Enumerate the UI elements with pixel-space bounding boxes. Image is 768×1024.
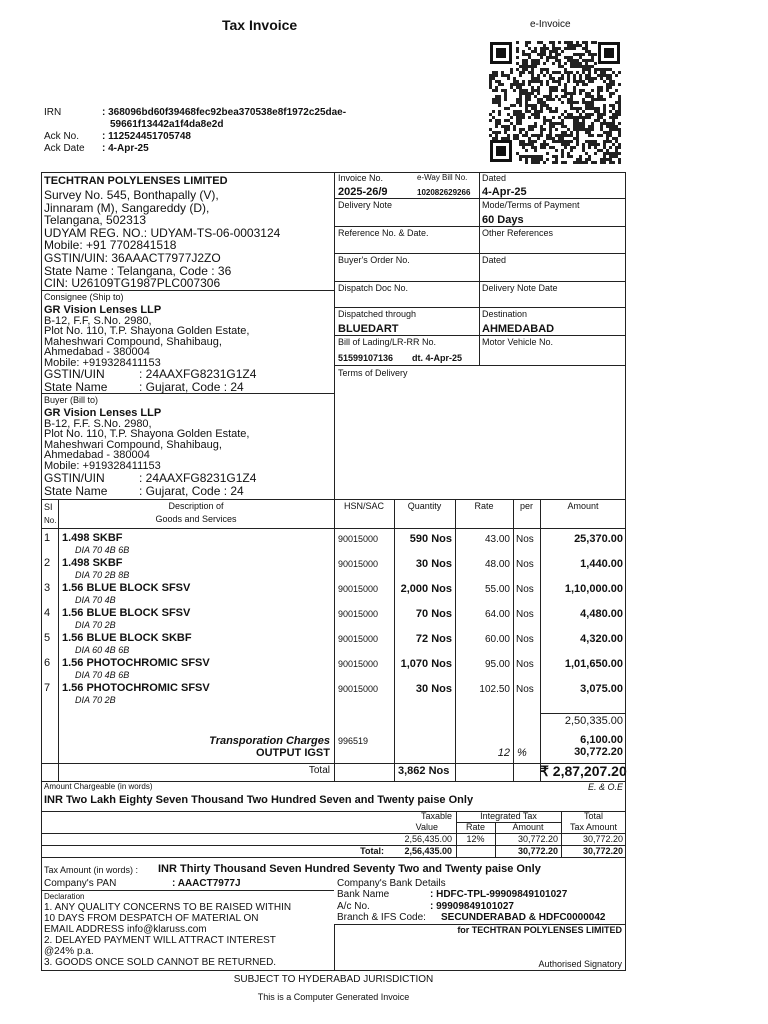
tax-col-rate: Rate [465,822,485,832]
invoice-no-value: 2025-26/9 [338,186,388,198]
col-qty: Quantity [407,501,442,511]
tax-total-total: 30,772.20 [582,846,623,856]
item-hsn: 90015000 [338,659,379,669]
eway-label: e-Way Bill No. [417,173,468,182]
col-hsn: HSN/SAC [343,501,384,511]
destination-label: Destination [482,309,528,319]
igst-per: % [517,747,527,759]
qr-code-icon [488,40,622,164]
total-label: Total [308,765,330,776]
jurisdiction: SUBJECT TO HYDERABAD JURISDICTION [233,974,434,985]
item-per: Nos [516,609,534,620]
tax-total-label: Total: [360,846,384,856]
item-rate: 95.00 [484,659,510,670]
eway-value: 102082629266 [417,188,471,197]
item-rate: 43.00 [484,534,510,545]
consignee-line: Ahmedabad - 380004 [44,346,150,359]
tax-row-amount: 30,772.20 [517,834,558,844]
buyer-label: Buyer (Bill to) [44,395,99,405]
mode-terms-value: 60 Days [482,214,524,226]
item-hsn: 90015000 [338,609,379,619]
other-ref-label: Other References [482,228,554,238]
irn-label: IRN [44,107,62,118]
consignee-state: : Gujarat, Code : 24 [139,380,244,394]
bill-of-lading-label: Bill of Lading/LR-RR No. [338,337,437,347]
buyer-line: Maheshwari Compound, Shahibaug, [44,438,222,451]
item-subtitle: DIA 60 4B 6B [75,645,130,655]
seller-line: Jinnaram (M), Sangareddy (D), [44,200,210,215]
item-amount: 3,075.00 [580,683,623,695]
buyer-line: Plot No. 110, T.P. Shayona Golden Estate, [44,428,250,441]
declaration-label: Declaration [44,892,85,901]
col-per: per [519,501,533,511]
item-per: Nos [516,534,534,545]
bank-title: Company's Bank Details [337,878,446,889]
dated2-label: Dated [482,255,507,265]
item-subtitle: DIA 70 4B 6B [75,545,130,555]
ack-no-label: Ack No. [44,131,80,142]
item-qty: 30 Nos [415,558,452,570]
item-subtitle: DIA 70 2B [75,620,116,630]
col-desc-2: Goods and Services [155,514,237,524]
item-subtitle: DIA 70 2B [75,695,116,705]
declaration-line: 3. GOODS ONCE SOLD CANNOT BE RETURNED. [44,957,277,968]
tax-row-taxable: 2,56,435.00 [404,834,452,844]
consignee-label: Consignee (Ship to) [44,292,124,302]
item-qty: 590 Nos [409,533,452,545]
item-per: Nos [516,684,534,695]
delivery-note-label: Delivery Note [338,200,393,210]
item-qty: 30 Nos [415,683,452,695]
amount-words: INR Two Lakh Eighty Seven Thousand Two Hundred Seven and Twenty paise Only [44,794,474,806]
consignee-line: Maheshwari Compound, Shahibaug, [44,335,222,348]
item-si: 2 [44,557,51,569]
item-per: Nos [516,634,534,645]
seller-address [44,189,280,290]
item-si: 6 [44,657,51,669]
bank-name-label: Bank Name [337,889,390,900]
item-qty: 72 Nos [415,633,452,645]
terms-delivery-label: Terms of Delivery [338,368,408,378]
irn-line2: 59661f13442a1f4da8e2d [110,119,224,130]
seller-line: CIN: U26109TG1987PLC007306 [44,276,221,291]
item-si: 3 [44,582,51,594]
declaration-line: @24% p.a. [44,946,94,957]
destination-value: AHMEDABAD [482,323,555,335]
consignee-line: Mobile: +919328411153 [44,356,161,369]
eoe-label: E. & O.E [587,782,623,792]
tax-col-taxable-1: Taxable [420,811,452,821]
tax-row-rate: 12% [466,834,485,844]
consignee-line: Plot No. 110, T.P. Shayona Golden Estate, [44,325,250,338]
seller-name: TECHTRAN POLYLENSES LIMITED [44,175,228,187]
igst-label: OUTPUT IGST [256,747,330,759]
dated-value: 4-Apr-25 [482,186,527,198]
bank-name: : HDFC-TPL-99909849101027 [430,889,568,900]
mode-terms-label: Mode/Terms of Payment [482,200,580,210]
igst-amount: 30,772.20 [574,746,623,758]
item-rate: 48.00 [484,559,510,570]
item-rate: 102.50 [479,684,510,695]
reference-label: Reference No. & Date. [338,228,429,238]
ack-no-value: : 112524451705748 [102,131,191,142]
item-amount: 4,320.00 [580,633,623,645]
item-subtitle: DIA 70 4B [75,595,116,605]
buyer-gstin: : 24AAXFG8231G1Z4 [139,471,257,485]
item-rate: 64.00 [484,609,510,620]
seller-line: UDYAM REG. NO.: UDYAM-TS-06-0003124 [44,225,281,240]
consignee-address [44,316,249,368]
tax-words: INR Thirty Thousand Seven Hundred Seventy Two and Twenty paise Only [158,863,541,875]
motor-vehicle-label: Motor Vehicle No. [482,337,554,347]
col-desc-1: Description of [168,501,224,511]
consignee-line: B-12, F.F, S.No. 2980, [44,315,152,327]
bill-of-lading-value: 51599107136 [338,353,394,363]
buyer-state: : Gujarat, Code : 24 [139,484,244,498]
col-si: SI [44,502,53,512]
buyer-line: B-12, F.F. S.No. 2980, [44,418,152,430]
tax-total-taxable: 2,56,435.00 [404,846,452,856]
branch-label: Branch & IFS Code: [337,912,426,923]
ack-date-label: Ack Date [44,143,85,154]
invoice-no-label: Invoice No. [338,173,384,183]
item-qty: 1,070 Nos [400,658,452,670]
transport-amount: 6,100.00 [580,734,623,746]
seller-line: State Name : Telangana, Code : 36 [44,263,232,278]
item-per: Nos [516,584,534,595]
seller-line: Mobile: +91 7702841518 [44,238,177,253]
computer-generated-note: This is a Computer Generated Invoice [257,992,410,1002]
einvoice-label: e-Invoice [530,19,571,30]
consignee-state-label: State Name [44,380,108,394]
dispatched-through-label: Dispatched through [338,309,417,319]
item-name: 1.56 BLUE BLOCK SKBF [62,632,192,644]
subtotal-value: 2,50,335.00 [564,715,623,727]
consignee-name: GR Vision Lenses LLP [44,304,162,316]
item-amount: 1,10,000.00 [564,583,623,595]
delivery-note-date-label: Delivery Note Date [482,283,558,293]
seller-line: Survey No. 545, Bonthapally (V), [44,188,219,202]
branch-value: SECUNDERABAD & HDFC0000042 [441,912,606,923]
item-name: 1.56 PHOTOCHROMIC SFSV [62,682,210,694]
item-qty: 70 Nos [415,608,452,620]
col-amount: Amount [567,501,599,511]
bill-of-lading-date: dt. 4-Apr-25 [412,353,463,363]
declaration-line: EMAIL ADDRESS info@klaruss.com [44,924,207,935]
grand-total: ₹ 2,87,207.20 [540,763,627,779]
item-hsn: 90015000 [338,684,379,694]
item-si: 5 [44,632,51,644]
item-si: 1 [44,532,51,544]
irn-line1: : 368096bd60f39468fec92bea370538e8f1972c25dae- [102,107,347,118]
item-name: 1.56 BLUE BLOCK SFSV [62,582,191,594]
tax-col-taxable-2: Value [415,822,438,832]
seller-line: GSTIN/UIN: 36AAACT7977J2ZO [44,250,221,265]
declaration-line: 2. DELAYED PAYMENT WILL ATTRACT INTEREST [44,935,276,946]
tax-col-total-2: Tax Amount [569,822,618,832]
item-hsn: 90015000 [338,634,379,644]
declaration-line: 10 DAYS FROM DESPATCH OF MATERIAL ON [44,913,259,924]
item-name: 1.498 SKBF [62,557,123,569]
dated-label: Dated [482,173,507,183]
item-hsn: 90015000 [338,584,379,594]
declaration-lines [44,902,291,968]
buyer-name: GR Vision Lenses LLP [44,407,162,419]
dispatched-through-value: BLUEDART [338,323,399,335]
buyer-line: Ahmedabad - 380004 [44,449,150,462]
buyer-gstin-label: GSTIN/UIN [44,471,105,485]
consignee-gstin-label: GSTIN/UIN [44,367,105,381]
item-rate: 55.00 [484,584,510,595]
seller-line: Telangana, 502313 [44,213,147,228]
consignee-gstin: : 24AAXFG8231G1Z4 [139,367,257,381]
col-rate: Rate [474,501,494,511]
ac-label: A/c No. [337,901,370,912]
col-no: No. [44,516,57,525]
item-per: Nos [516,659,534,670]
buyer-line: Mobile: +919328411153 [44,459,161,472]
item-per: Nos [516,559,534,570]
tax-words-label: Tax Amount (in words) : [44,865,139,875]
ack-date-value: : 4-Apr-25 [102,143,149,154]
tax-col-integrated: Integrated Tax [480,811,537,821]
item-name: 1.498 SKBF [62,532,123,544]
ac-value: : 99909849101027 [430,901,514,912]
invoice-title: Tax Invoice [222,17,298,33]
tax-col-amount: Amount [512,822,544,832]
item-name: 1.56 PHOTOCHROMIC SFSV [62,657,210,669]
igst-rate: 12 [497,747,510,759]
item-hsn: 90015000 [338,559,379,569]
buyer-state-label: State Name [44,484,108,498]
item-amount: 1,01,650.00 [564,658,623,670]
total-qty: 3,862 Nos [398,765,450,777]
authorised-signatory: Authorised Signatory [538,959,622,969]
item-si: 4 [44,607,51,619]
pan-value: : AAACT7977J [172,878,241,889]
item-amount: 25,370.00 [574,533,623,545]
buyer-address [44,419,249,471]
item-amount: 1,440.00 [580,558,623,570]
transport-hsn: 996519 [338,736,369,746]
transport-label: Transporation Charges [209,735,330,747]
for-company: for TECHTRAN POLYLENSES LIMITED [457,925,622,935]
item-subtitle: DIA 70 2B 8B [75,570,130,580]
item-hsn: 90015000 [338,534,379,544]
amount-words-label: Amount Chargeable (in words) [44,782,153,791]
tax-row-total: 30,772.20 [582,834,623,844]
declaration-line: 1. ANY QUALITY CONCERNS TO BE RAISED WITHIN [44,902,292,913]
item-name: 1.56 BLUE BLOCK SFSV [62,607,191,619]
dispatch-doc-label: Dispatch Doc No. [338,283,409,293]
item-qty: 2,000 Nos [400,583,452,595]
pan-label: Company's PAN [44,878,117,889]
tax-col-total-1: Total [583,811,603,821]
tax-total-amount: 30,772.20 [517,846,558,856]
item-subtitle: DIA 70 4B 6B [75,670,130,680]
item-amount: 4,480.00 [580,608,623,620]
item-si: 7 [44,682,51,694]
buyers-order-label: Buyer's Order No. [338,255,410,265]
item-rate: 60.00 [484,634,510,645]
